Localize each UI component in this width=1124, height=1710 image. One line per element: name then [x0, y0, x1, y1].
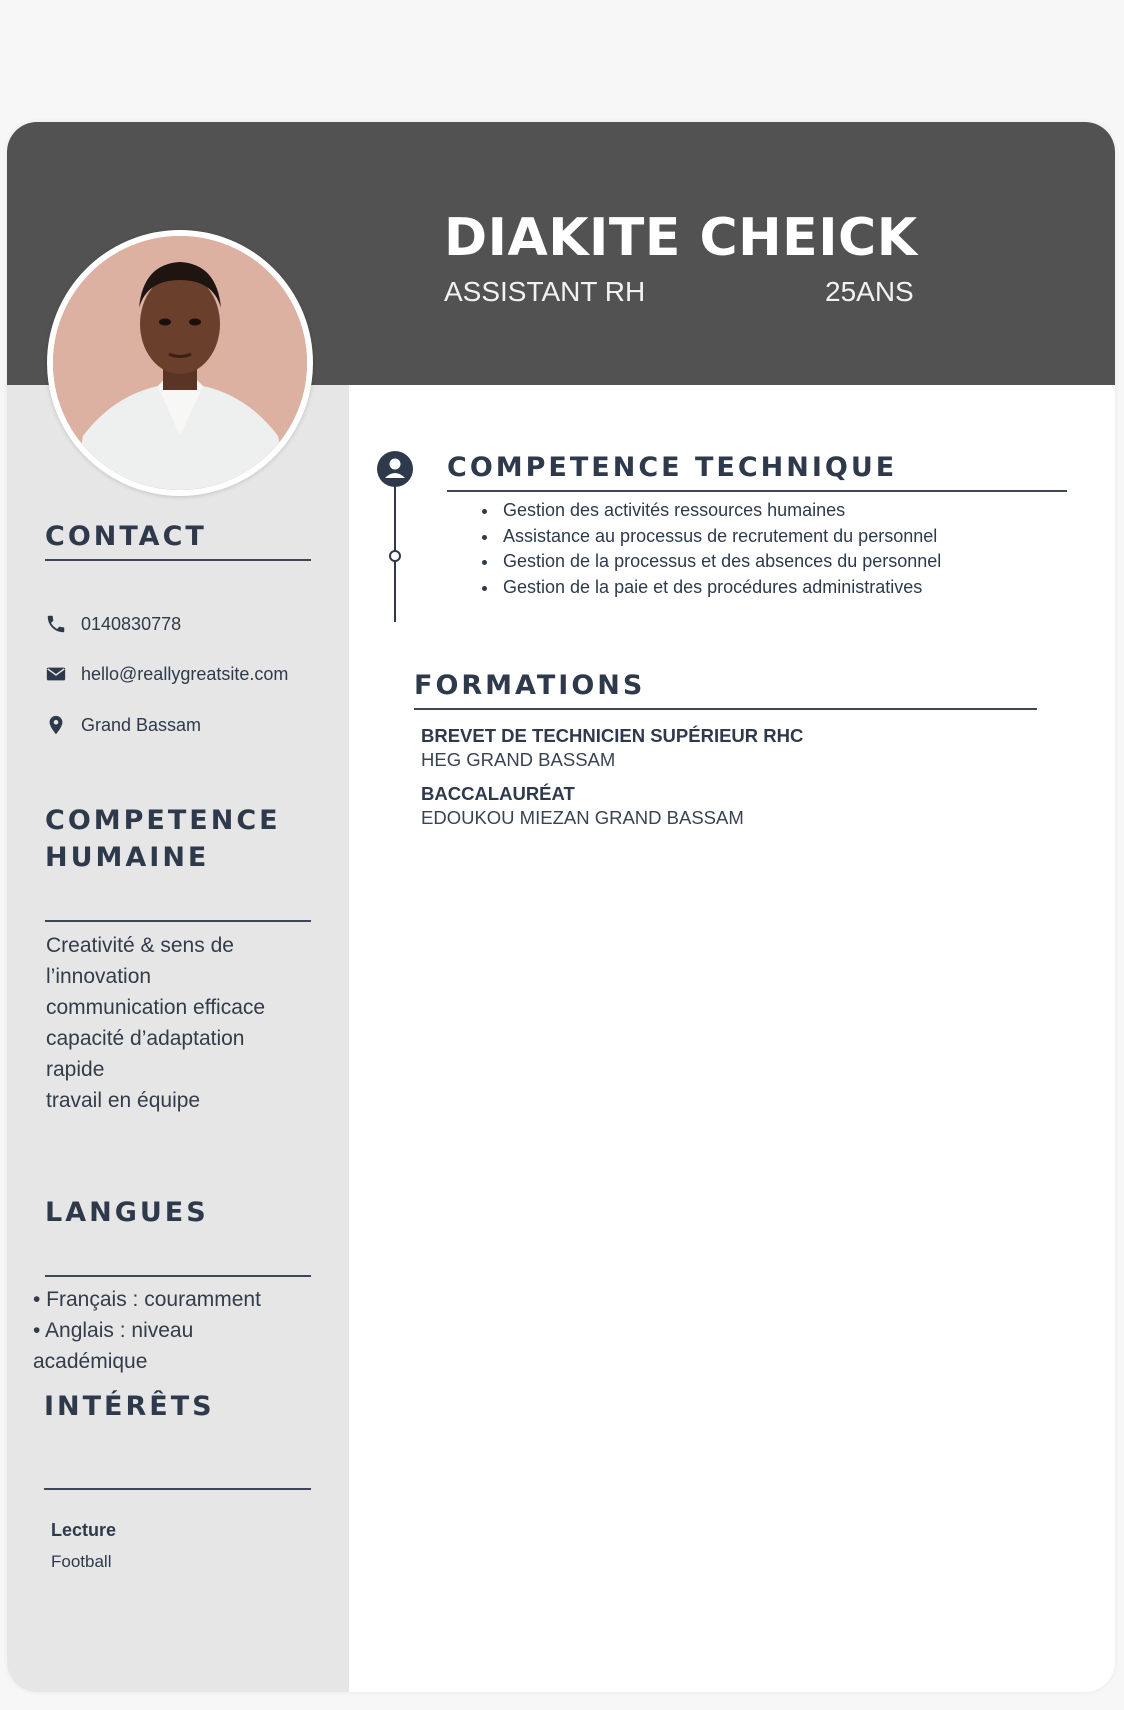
interest-item: Football: [51, 1552, 112, 1571]
contact-email[interactable]: [45, 659, 288, 689]
interests-divider: [44, 1488, 311, 1490]
profile-photo: [47, 230, 313, 496]
education-title: FORMATIONS: [414, 670, 646, 701]
technical-skills-list: [477, 498, 941, 600]
technical-skills-title: COMPETENCE TECHNIQUE: [447, 452, 898, 483]
list-item: • Gestion de la processus et des absences du personnel: [499, 549, 941, 575]
human-skill-line: travail en équipe: [46, 1089, 201, 1112]
list-item: • Gestion de la paie et des procédures administratives: [499, 575, 941, 601]
education-school: EDOUKOU MIEZAN GRAND BASSAM: [421, 807, 744, 828]
language-line: académique: [33, 1350, 148, 1373]
resume-card: [7, 122, 1115, 1692]
job-title: ASSISTANT RH: [444, 276, 646, 307]
interests-title: INTÉRÊTS: [44, 1391, 215, 1422]
candidate-age: 25ANS: [825, 276, 914, 307]
contact-divider: [45, 559, 311, 561]
languages-list: [33, 1284, 261, 1377]
human-skills-title-line2: HUMAINE: [45, 842, 210, 873]
education-divider: [414, 708, 1037, 710]
email-address: hello@reallygreatsite.com: [81, 663, 289, 684]
human-skill-line: communication efficace: [46, 996, 266, 1019]
education-school: HEG GRAND BASSAM: [421, 749, 616, 770]
education-entry: [421, 782, 744, 830]
interest-item: Lecture: [51, 1520, 117, 1540]
list-item: • Gestion des activités ressources humaines: [499, 498, 941, 524]
education-entry: [421, 724, 803, 772]
education-degree: BACCALAURÉAT: [421, 783, 575, 804]
phone-icon: [45, 613, 67, 635]
human-skill-line: l’innovation: [46, 965, 152, 988]
timeline-decoration: [375, 450, 415, 622]
contact-location: [45, 710, 201, 740]
language-line: • Français : couramment: [33, 1288, 261, 1311]
human-skills-title: [45, 802, 281, 876]
languages-title: LANGUES: [45, 1197, 209, 1228]
location-pin-icon: [45, 714, 67, 736]
mail-icon: [45, 663, 67, 685]
human-skills-divider: [45, 920, 311, 922]
candidate-name: DIAKITE CHEICK: [444, 208, 918, 268]
contact-phone[interactable]: [45, 609, 181, 639]
phone-number: 0140830778: [81, 613, 182, 634]
languages-divider: [45, 1275, 311, 1277]
education-degree: BREVET DE TECHNICIEN SUPÉRIEUR RHC: [421, 725, 804, 746]
human-skills-title-line1: COMPETENCE: [45, 805, 281, 836]
human-skill-line: rapide: [46, 1058, 105, 1081]
location-text: Grand Bassam: [81, 714, 202, 735]
technical-skills-divider: [447, 490, 1067, 492]
language-line: • Anglais : niveau: [33, 1319, 194, 1342]
portrait-illustration: [53, 236, 307, 490]
human-skills-list: [46, 930, 265, 1116]
human-skill-line: capacité d’adaptation: [46, 1027, 245, 1050]
list-item: • Assistance au processus de recrutement du personnel: [499, 524, 941, 550]
human-skill-line: Creativité & sens de: [46, 934, 234, 957]
contact-title: CONTACT: [45, 521, 207, 552]
